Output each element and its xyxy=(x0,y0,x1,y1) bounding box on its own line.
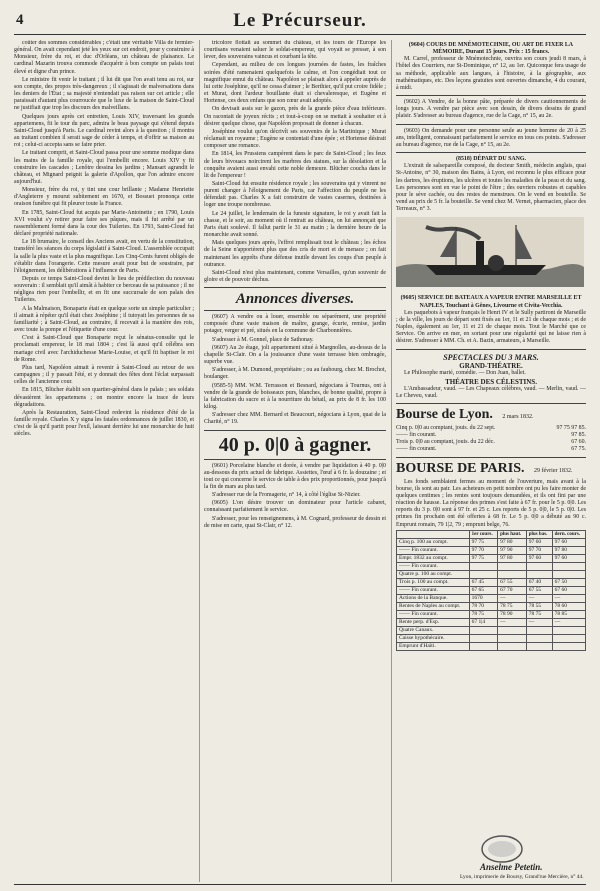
article-paragraph: Saint-Cloud n'est plus maintenant, comme Versailles, qu'un souvenir de gloire et de pouvoir déchus. xyxy=(204,269,386,283)
article-column-2 xyxy=(204,40,386,882)
bourse-lyon-date: 2 mars 1832. xyxy=(502,414,534,420)
cours-heading: (9604) COURS DE MNÉMOTECHNIE, OU ART DE FIXER LA MÉMOIRE, Durant 15 jours. Prix : 15 francs. xyxy=(408,42,574,56)
table-row: Caisse hypothécaire. xyxy=(397,634,586,642)
article-paragraph: Le 18 brumaire, le conseil des Anciens avait, en vertu de la constitution, transféré les séances du corps législatif à Saint-Cloud. L'assemblée occupait la salle la plus vaste et la plus magnifique. Les Cinq-Cents furent obligés de s'établir dans l'orangerie. Cette mesure avait pour but de soustraire, par l'éloignement, les délibérations à l'influence de Paris. xyxy=(14,239,194,274)
gagner-heading: 40 p. 0|0 à gagner. xyxy=(218,433,372,456)
article-paragraph: En 1815, Blücher établit son quartier-général dans le palais ; ses soldats dévastèrent les appartemens ; on montre encore la trace de leurs dégradations. xyxy=(14,387,194,408)
classified-ad: (9603) On demande pour une personne seule au jeune homme de 20 à 25 ans, intelligent, connaissant parfaitement le service en tous ces points. S'adresser au bureau d'agence, rue de la Cage, n° 15, au 2e. xyxy=(396,127,586,148)
bourse-paris-heading xyxy=(396,461,586,479)
quote-row: —— fin courant. 97 85. xyxy=(396,432,586,439)
classified-ad: S'adresser rue de la Fromagerie, n° 14, à côté l'église St-Nizier. xyxy=(212,492,361,499)
table-row: —— Fin courant. 67 65 67 70 67 55 67 60 xyxy=(397,586,586,594)
classified-ad: M. Carrel, professeur de Mnémotechnie, ouvrira son cours jeudi 8 mars, à l'hôtel des Courriers, rue St-Dominique, n° 12, au 1er. Quiconque fera usage de sa méthode, applicable aux langues, à l'histoire, à la géographie, aux mathématiques, etc. Des leçons gratuites sont ouvertes dimanche, 4 du courant, à midi. xyxy=(396,56,586,91)
table-row: Empr. 1832 au compt. 97 75 97 80 97 60 97 60 xyxy=(397,554,586,562)
table-header-row: 1er cours. plus haut. plus bas. dern. cours. xyxy=(397,530,586,538)
tax-stamp xyxy=(480,834,524,864)
article-paragraph: Après la Restauration, Saint-Cloud redevint la résidence d'été de la famille royale. Charles X y signa les fatales ordonnances de juillet 1830, et c'est de là qu'il partit pour l'exil, laissant derrière lui une monarchie de huit siècles. xyxy=(14,409,194,438)
article-paragraph: Joséphine voulut qu'on décrivît ses souvenirs de la Martinique ; Murat réclamait un royaume ; Eugène se contentait d'une épée ; et Hortense désirait composer une romance. xyxy=(204,128,386,150)
article-paragraph: Le traitant comprit, et Saint-Cloud passa pour une somme modique dans les mains de la famille royale, qui l'embellit encore. Louis XIV y fit construire les cascades ; Lenôtre dessina les jardins ; Mansart agrandit le château, et Mignard peignit la galerie d'Apollon, que l'on admire encore aujourd'hui. xyxy=(14,150,194,185)
theatre-program: Le Philosophe marié, comédie. — Don Juan, ballet. xyxy=(404,369,526,376)
steamship-illustration xyxy=(396,217,584,287)
classified-ad: (9585-5) MM. W.M. Terrasson et Besnard, négocians à Tournus, ont à vendre de la grande de boisseaux purs, blanches, de bonne qualité, propre à la fabrication du sucre et à la nourriture du bétail, au prix de 8 fr. les 100 kilog. xyxy=(204,382,386,411)
article-paragraph: C'est à Saint-Cloud que Bonaparte reçut le sénatus-consulte qui le proclamait empereur, le 18 mai 1804 ; c'est là aussi qu'il célébra son mariage civil avec l'archiduchesse Marie-Louise, et qu'il fit baptiser le roi de Rome. xyxy=(14,335,194,363)
table-row: Quatre p. 100 au compt. xyxy=(397,570,586,578)
classified-ad: S'adresser chez MM. Bernard et Beaucourt, négocians à Lyon, quai de la Charité, n° 19. xyxy=(204,412,386,426)
section-rule xyxy=(396,152,586,153)
article-paragraph: A la Malmaison, Bonaparte était en quelque sorte un simple particulier ; il aimait à répéter qu'il était chez Joséphine ; il tutoyait les personnes de sa familiarité ; à Saint-Cloud, au contraire, il recevait à la manière des rois, avec toute la pompe et l'étiquette d'une cour. xyxy=(14,305,194,334)
classified-ad: (9607) Au 2e étage, joli appartement situé à Margnolles, au-dessus de la chapelle St-Clair. On a la jouissance d'une vaste terrasse bien ombragée, superbe vue. xyxy=(204,344,386,366)
column-divider xyxy=(199,40,200,882)
bourse-paris-title: BOURSE DE PARIS. xyxy=(396,460,525,476)
classified-ad: (9605) L'on désire trouver un dominateur pour l'article cabaret, connaissant parfaitement le service. xyxy=(204,500,386,514)
classified-ad: Les paquebots à vapeur français le Henri IV et le Sully partiront de Marseille ; de la ville, les jours de départ sont fixés au 1er, 11 et 21 de chaque mois ; et de Naples, également au 1er, 11 et 21 de chaque mois. Tout le Marché que ce Service. On arrive en mer, en sortant pour une régularité qui ne laisse rien à désirer. S'adresser à MM. Ch. et A. Bazin, armateurs, à Marseille. xyxy=(396,309,586,345)
spectacles-heading: SPECTACLES DU 3 MARS. xyxy=(443,352,539,362)
classified-ad: (9601) Porcelaine blanche et dorée, à vendre par liquidation à 40 p. 0|0 au-dessous du prix actuel de fabrique. Assiettes, l'œuf à 6 fr. la douzaine ; et tout ce qui concerne le service de table à des prix proportionnés, pour jusqu'à la fin de mars au plus tard. xyxy=(204,462,386,490)
article-paragraph: Le ministre fit venir le traitant ; il lui dit que l'on avait tenu au roi, sur son compte, des propos très-dangereux ; il s'agissait de malversations dans les deniers de l'État ; sa majesté n'entendait pas raison sur cet article ; elle paraissait d'autant plus courroucée que le luxe de la maison de Saint-Cloud ne justifiait que trop les discours des malveillans. xyxy=(14,76,194,112)
theatre-program: L'Ambassadeur, vaud. — Les Chapeaux célèbres, vaud. — Merlin, vaud. — Le Cheveu, vaud. xyxy=(396,385,586,399)
classified-ad: (9607) A vendre ou à louer, ensemble ou séparément, une propriété composée d'une vaste maison de maître, grange, écurie, remise, jardin potager, verger et pré, situés en la commune de Charbonnières. xyxy=(204,314,386,335)
table-row: —— Fin courant. xyxy=(397,562,586,570)
header-rule xyxy=(14,34,586,35)
classified-ad: S'adresser à M. Gonnel, place de Sathonay. xyxy=(212,336,314,343)
quote-row: —— fin courant. 67 75. xyxy=(396,446,586,453)
section-rule xyxy=(396,457,586,458)
bateaux-heading: (9605) SERVICE DE BATEAUX A VAPEUR ENTRE MARSEILLE ET NAPLES, Touchant à Gênes, Livourne et Civita-Vecchia. xyxy=(400,295,582,309)
celestins-heading: THÉATRE DES CÉLESTINS. xyxy=(445,377,537,386)
article-paragraph: En 1814, les Prussiens campèrent dans le parc de Saint-Cloud ; les feux de leurs bivouacs noircirent les marbres des statues, sur la désolation et la conquête avaient aussi envahi cette noble demeure. Blücher coucha dans le lit de l'empereur ! xyxy=(204,151,386,179)
section-rule xyxy=(204,459,386,460)
section-rule xyxy=(396,403,586,404)
section-rule xyxy=(204,310,386,311)
quote-row: Trois p. 0|0 au comptant, jouis. du 22 déc. 67 60. xyxy=(396,439,586,446)
bourse-lyon-heading xyxy=(396,407,586,425)
column-divider xyxy=(391,40,392,882)
page-header xyxy=(14,10,586,32)
article-paragraph: Quelques jours après cet entretien, Louis XIV, traversant les grands appartemens, fit le tour du parc, admira le beau paysage qui s'étend depuis Saint-Cloud jusqu'à Paris. Le cardinal revint alors à la question ; il montra au traitant combien il serait sage de céder à temps, et d'offrir sa maison au roi ; celui-ci accepta sans se faire prier. xyxy=(14,113,194,149)
market-report: Les fonds semblaient fermes au moment de l'ouverture, mais avant à la bourse, ils sont au pair. Les acheteurs en petit nombre ont pu les faire monter de quelques centimes ; les rentes sont toujours demandées, et ils ont fini par une réaction de hausse. La réponse des primes s'est faite à 67 fr. pour le 5 p. 0|0. Les reports du 3 p. 0|0 sont à 97 fr. et 25 c. Les reports de 5 p. 0|0, le 5 p. 0|0. Les primes fin prochain ont été offertes à 68 fr. Le 5 p. 0|0 a débuté au 90 c. Emprunt romain, 79 1|2, 79 ; emprunt belge, 76. xyxy=(396,478,586,528)
masthead: Le Précurseur. xyxy=(233,10,367,31)
article-paragraph: Saint-Cloud fut ensuite résidence royale ; les souverains qui y vinrent ne purent changer à l'éloignement de Paris, car l'affection du peuple ne les défendait pas. Charles X a fait construire de vastes casernes, destinées à loger une troupe nombreuse. xyxy=(204,180,386,209)
section-rule xyxy=(204,430,386,431)
article-paragraph: Monsieur, frère du roi, y tint une cour brillante ; Madame Henriette d'Angleterre y mourut subitement en 1670, et Bossuet prononça cette oraison funèbre qui fit pleurer toute la France. xyxy=(14,187,194,208)
table-row: Rentes de Naples au compt. 78 70 78 75 78 55 78 60 xyxy=(397,602,586,610)
table-row: —— Fin courant. 78 75 78 90 78 75 78 85 xyxy=(397,610,586,618)
classified-ad: (9602) A Vendre, de la bonne pâte, préparée de divers cautionnements de longs jours. A vendre par pièce avec son dessin, de divers dessins de grand plaisir. S'adresser au bureau d'agence, rue de la Cage, n° 15, au 2e. xyxy=(396,99,586,120)
table-row: Actions de la Banque. 1670 — — — xyxy=(397,594,586,602)
classified-ad: S'adresser, à M. Dumond, propriétaire ; ou au faubourg, chez M. Brochot, boulanger. xyxy=(204,367,386,381)
bourse-lyon-title: Bourse de Lyon. xyxy=(396,407,493,422)
classified-ad: S'adresser, pour les renseignemens, à M. Cognard, professeur de dessin et de mise en carte, quai St-Clair, n° 12. xyxy=(204,515,386,529)
ads-column-3 xyxy=(396,40,586,882)
grand-theatre-heading: GRAND-THÉATRE. xyxy=(459,361,523,370)
article-paragraph: Depuis ce temps Saint-Cloud devint le lieu de prédilection du nouveau souverain : il semblait qu'il aimât à habiter ce berceau de sa puissance ; il ne négligea rien pour l'embellir, et en fit une succursale de son palais des Tuileries. xyxy=(14,276,194,304)
article-column-1 xyxy=(14,40,194,882)
article-paragraph: Mais quelques jours après, l'effroi remplissait tout le château ; les échos de la Seine n'apportèrent plus que des cris de mort et de menace ; on fait maintenant les apprêts d'une défense inutile devant les coups d'un peuple à outrance. xyxy=(204,240,386,268)
editor-signature: Anselme Petetin. xyxy=(480,862,543,872)
classified-ad: L'extrait de salsepareille composé, du docteur Smith, médecin anglais, quai St-Antoine, n° 30, maison des Bains, à Lyon, est reconnu le plus efficace pour les dartres, les éruptions, les ulcères et toutes les maladies de la peau et du sang. Les personnes sont en vue le point de l'être ; des ouvriers robustes et capables pour le sève cachée, ou des restes de menstrues. On le vend en bouteille. Se vend au prix de 5 fr. la bouteille. Se vend chez M. Vernet, pharmacien, place des Terreaux, n° 3. xyxy=(396,163,586,213)
section-rule xyxy=(396,349,586,350)
article-paragraph: Le 24 juillet, le lendemain de la funeste signature, le roi y avait fait la chasse, et le soir, au moment où il rentrait au château, on lui annonçait que Paris était soulevé. Il fallut partir le 31 au matin ; la dernière heure de la monarchie avait sonné. xyxy=(204,210,386,239)
section-rule xyxy=(396,124,586,125)
table-row: Emprunt d'Haïti. xyxy=(397,642,586,650)
page-number: 4 xyxy=(16,12,24,28)
article-paragraph: En 1785, Saint-Cloud fut acquis par Marie-Antoinette ; en 1790, Louis XVI voulut s'y retirer pour faire ses pâques, mais il fut arrêté par un rassemblement formé dans la cour des Tuileries. En 1793, Saint-Cloud fut déclaré propriété nationale. xyxy=(14,209,194,238)
announces-heading: Annonces diverses. xyxy=(235,291,355,308)
article-paragraph: On devisait assis sur le gazon, près de la grande pièce d'eau inférieure. On racontait de joyeux récits ; et tout-à-coup on se mettait à souhaiter et à désirer quelque chose, que Napoléon proposait de donner à chacun. xyxy=(204,106,386,127)
stock-quotes-table xyxy=(396,530,586,651)
section-rule xyxy=(204,287,386,288)
article-paragraph: tricolore flottait au sommet du château, et les tours de l'Europe les courtisans venaient saluer le soldat-empereur, qui voyait se presser, à son lever, des souverains vaincus et courbant la tête. xyxy=(204,40,386,61)
bourse-paris-date: 29 février 1832. xyxy=(534,467,573,474)
article-paragraph: Plus tard, Napoléon aimait à revenir à Saint-Cloud au retour de ses campagnes ; il y passait l'été, et y donnait des fêtes dont l'éclat surpassait celles de l'ancienne cour. xyxy=(14,364,194,386)
article-paragraph: Cependant, au milieu de ces longues journées de fastes, les fraîches soirées d'été ramenaient quelquefois le calme, et l'on congédiait tout ce magnifique ennui du château. Napoléon se plaisait alors à appeler auprès de lui cette Joséphine, qu'il ne cessa d'aimer ; le Berthier, qu'il put croire fidèle ; et Murat, dont l'ardeur bouillante était si chevaleresque, et Eugène et Hortense, ces deux enfans que son cœur avait adoptés. xyxy=(204,62,386,105)
printer-imprint: Lyon, imprimerie de Boursy, Grand'rue Mercière, n° 44. xyxy=(460,874,584,880)
table-row: Cinq p. 100 au compt. 97 75 97 80 97 60 97 60 xyxy=(397,538,586,546)
table-row: Rente perp. d'Esp. 67 1|4 — — — xyxy=(397,618,586,626)
quote-row: Cinq p. 0|0 au comptant, jouis. du 22 sept. 97 75 97 85. xyxy=(396,425,586,431)
table-row: —— Fin courant. 97 70 97 90 97 70 97 80 xyxy=(397,546,586,554)
footer-rule xyxy=(14,884,586,885)
article-paragraph: coûter des sommes considérables ; c'était une véritable Villa de fermier-général. On avait cependant jeté les yeux sur cet endroit, pour y construire à Monsieur, frère du roi, et duc d'Orléans, un château de plaisance. Le cardinal Mazarin trouva commode d'acquérir à bon compte un palais tout élevé et digne d'un prince. xyxy=(14,40,194,75)
section-rule xyxy=(396,95,586,96)
table-row: Quatre Canaux. xyxy=(397,626,586,634)
depart-heading: (8518) DÉPART DU SANG. xyxy=(456,156,526,163)
table-row: Trois p. 100 au compt. 67 45 67 55 67 40 67 50 xyxy=(397,578,586,586)
